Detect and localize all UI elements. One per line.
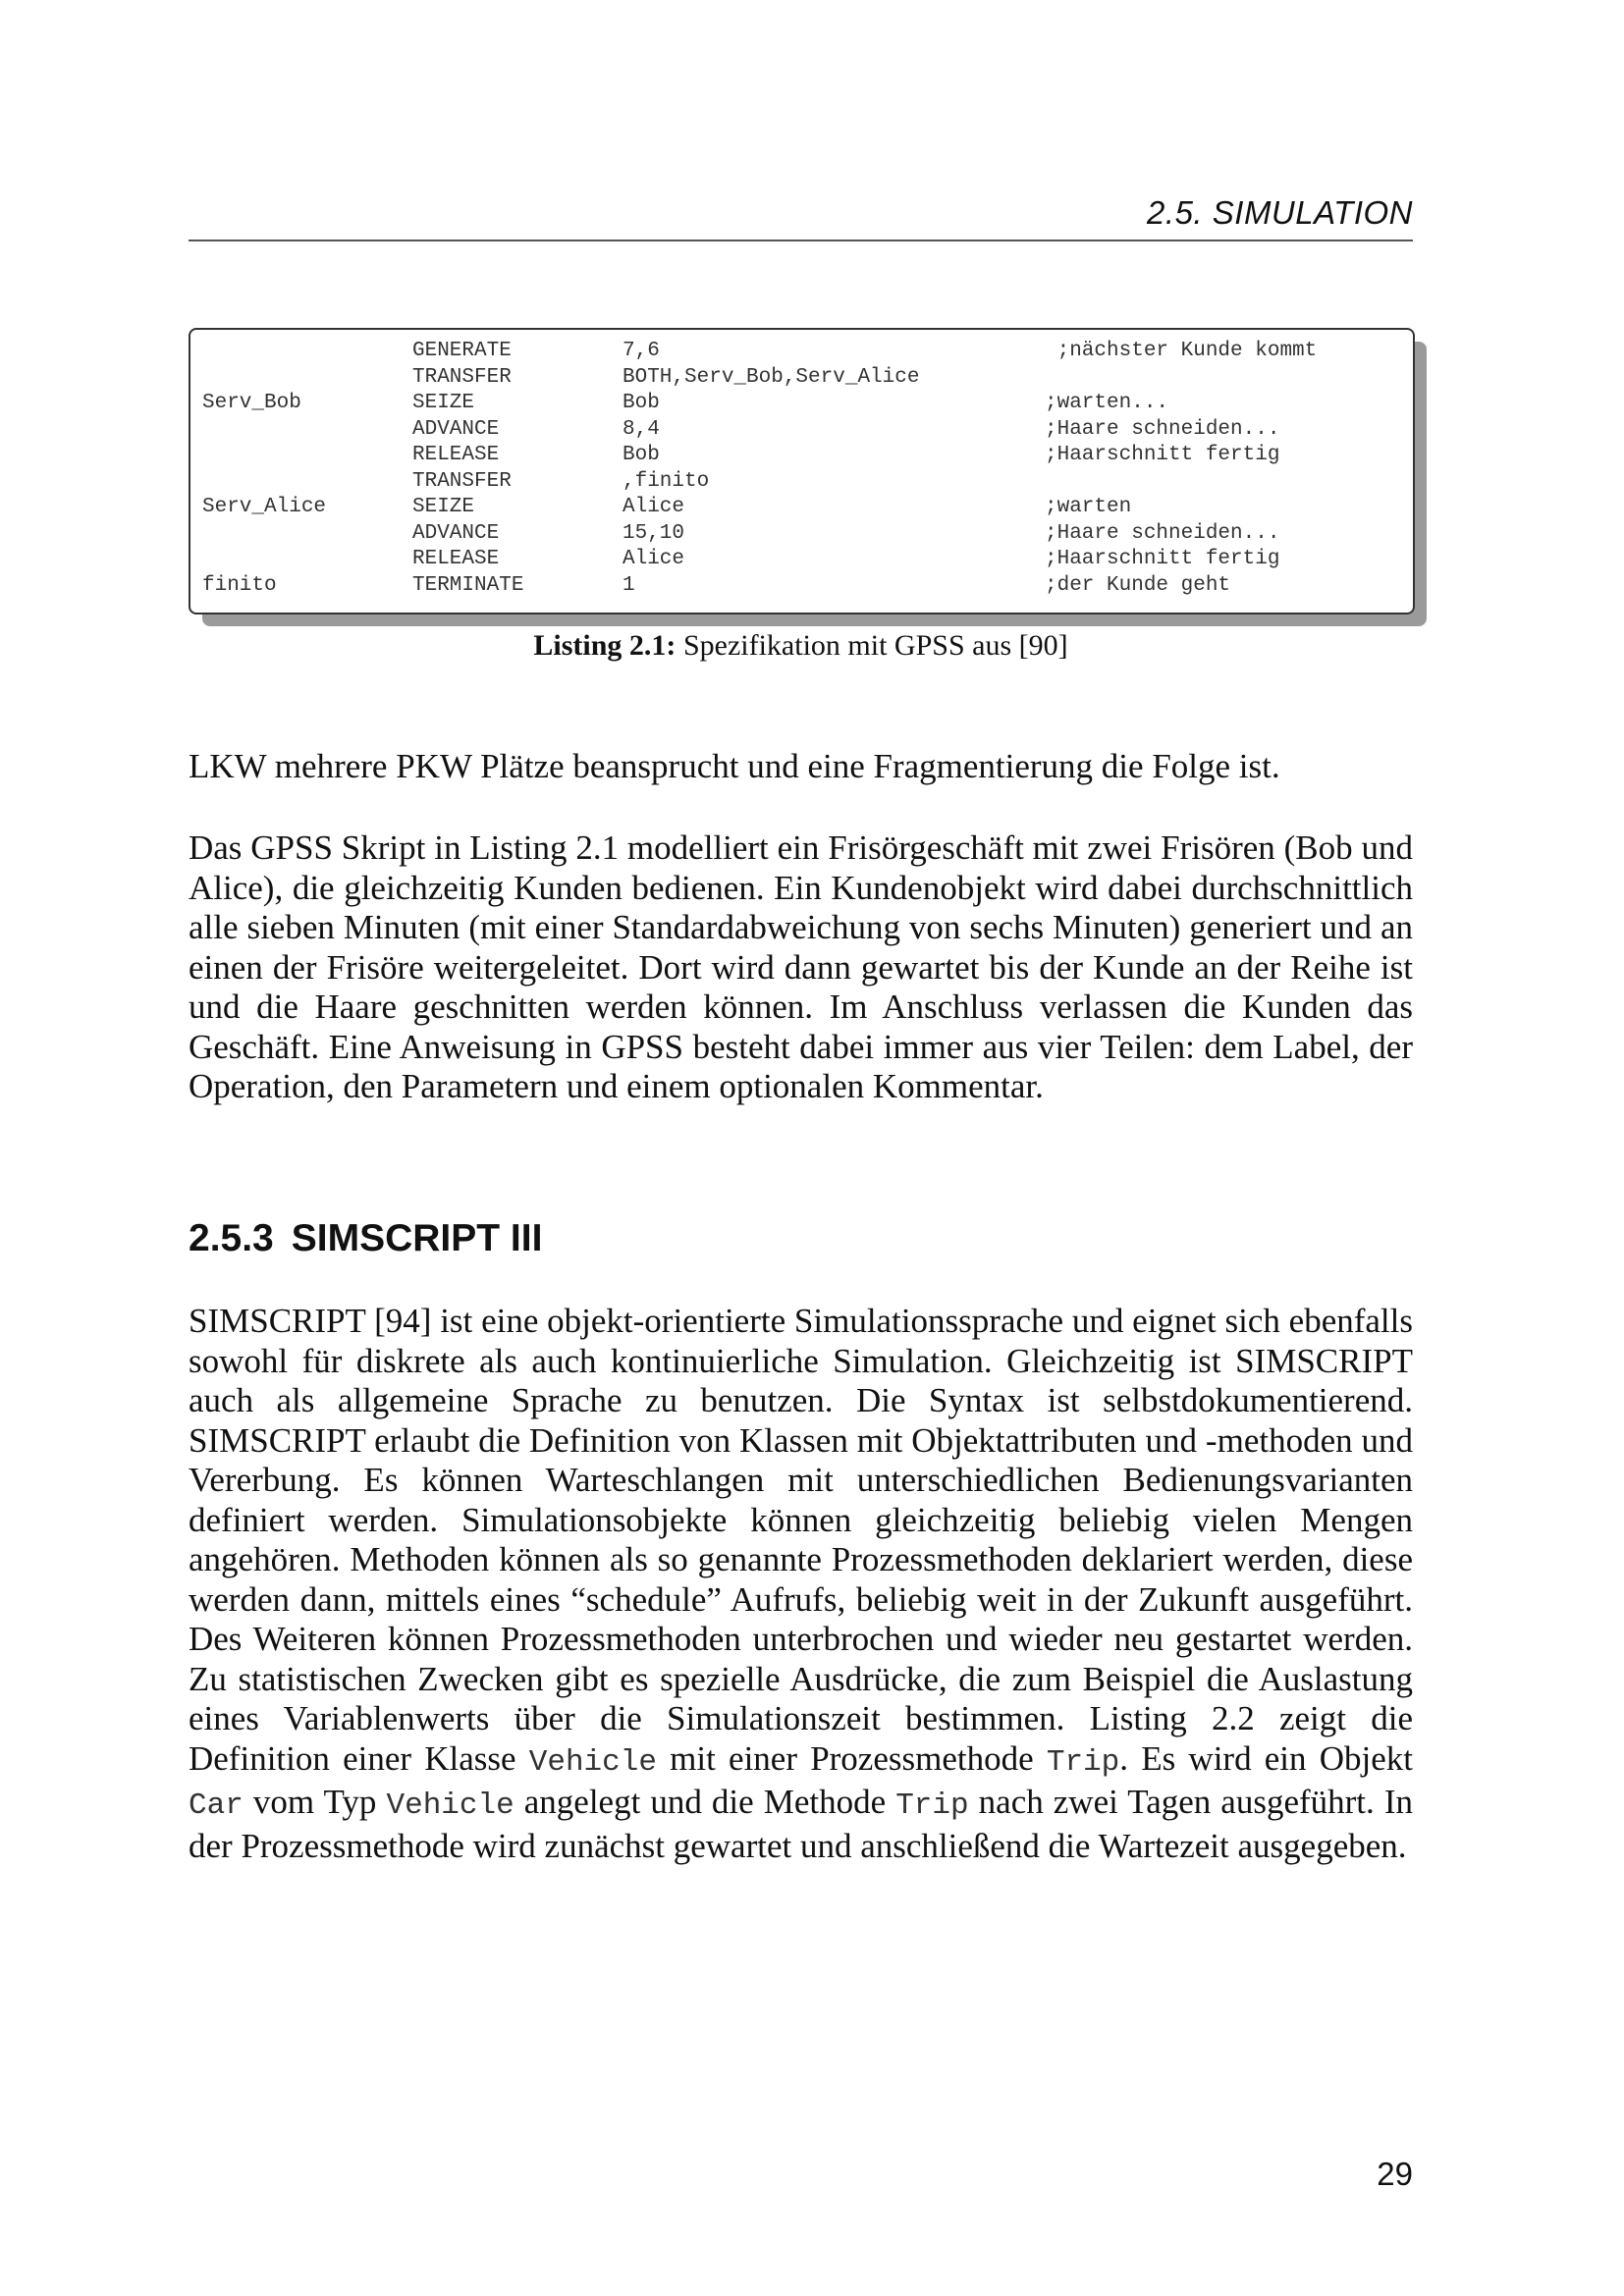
- inline-code: Car: [189, 1789, 244, 1823]
- code-operation: RELEASE: [412, 548, 500, 570]
- code-line: [202, 468, 1400, 495]
- code-parameters: BOTH,Serv_Bob,Serv_Alice: [623, 366, 920, 389]
- paragraph: LKW mehrere PKW Plätze beansprucht und eine Fragmentierung die Folge ist.: [189, 747, 1280, 785]
- code-operation: SEIZE: [412, 392, 475, 414]
- code-operation: RELEASE: [412, 444, 500, 466]
- code-line: [202, 390, 1400, 416]
- code-line: [202, 572, 1400, 599]
- code-line: [202, 546, 1400, 572]
- paragraph-text: nach zwei Tagen ausgeführt. In der Prozessmethode wird zunächst gewartet und anschließend die Wartezeit ausgegeben.: [189, 1783, 1413, 1865]
- code-comment: ;nächster Kunde kommt: [1045, 340, 1318, 362]
- paragraph: [189, 1302, 1413, 1866]
- code-label: Serv_Bob: [202, 392, 301, 414]
- code-parameters: ,finito: [623, 470, 710, 493]
- inline-code: Trip: [895, 1789, 969, 1823]
- code-operation: TRANSFER: [412, 470, 512, 493]
- section-title: SIMSCRIPT III: [291, 1217, 543, 1259]
- page-number: 29: [1377, 2156, 1413, 2192]
- listing-caption: [189, 629, 1413, 663]
- code-comment: ;Haare schneiden...: [1045, 522, 1280, 545]
- paragraph-text: vom Typ: [243, 1783, 387, 1821]
- code-parameters: 15,10: [623, 522, 685, 545]
- header-rule: [189, 240, 1413, 241]
- code-comment: ;Haare schneiden...: [1045, 418, 1280, 441]
- code-line: [202, 520, 1400, 547]
- running-head: 2.5. SIMULATION: [1147, 194, 1413, 231]
- code-comment: ;warten...: [1045, 392, 1169, 414]
- section-number: 2.5.3: [189, 1217, 274, 1259]
- code-line: [202, 364, 1400, 391]
- inline-code: Vehicle: [528, 1744, 657, 1780]
- code-label: finito: [202, 574, 277, 597]
- section-heading: [189, 1217, 542, 1260]
- code-operation: TERMINATE: [412, 574, 524, 597]
- code-label: Serv_Alice: [202, 496, 327, 518]
- code-line: [202, 494, 1400, 520]
- code-comment: ;warten: [1045, 496, 1132, 518]
- code-operation: ADVANCE: [412, 418, 500, 441]
- code-line: [202, 442, 1400, 468]
- paragraph: Das GPSS Skript in Listing 2.1 modelliert ein Frisörgeschäft mit zwei Frisören (Bob und Alice), die gleichzeitig Kunden bedienen. Ein Kundenobjekt wird dabei durchschnittlich alle sieben Minuten (mit einer Standardabweichung von sechs Minuten) generiert und an einen der Frisöre weitergeleitet. Dort wird dann gewartet bis der Kunde an der Reihe ist und die Haare geschnitten werden können. Im Anschluss verlassen die Kunden das Geschäft. Eine Anweisung in GPSS besteht dabei immer aus vier Teilen: dem Label, der Operation, den Parametern und einem optionalen Kommentar.: [189, 828, 1413, 1105]
- caption-label: Listing 2.1:: [533, 629, 677, 662]
- paragraph-text: . Es wird ein Objekt: [1119, 1738, 1413, 1778]
- code-operation: TRANSFER: [412, 366, 512, 389]
- code-comment: ;Haarschnitt fertig: [1045, 548, 1280, 570]
- code-parameters: 7,6: [623, 340, 660, 362]
- code-listing: [189, 328, 1415, 614]
- code-operation: SEIZE: [412, 496, 475, 518]
- code-parameters: Alice: [623, 548, 685, 570]
- caption-text: Spezifikation mit GPSS aus [90]: [676, 629, 1068, 662]
- paragraph-text: mit einer Prozessmethode: [656, 1738, 1047, 1778]
- code-parameters: Alice: [623, 496, 685, 518]
- code-line: [202, 338, 1400, 364]
- code-parameters: 1: [623, 574, 635, 597]
- paragraph-text: SIMSCRIPT [94] ist eine objekt-orientierte Simulationssprache und eignet sich ebenfalls sowohl für diskrete als auch kontinuierliche Simulation. Gleichzeitig ist SIMSCRIPT auch als allgemeine Sprache zu benutzen. Die Syntax ist selbstdokumentierend. SIMSCRIPT erlaubt die Definition von Klassen mit Objektattributen und -methoden und Vererbung. Es können Warteschlangen mit unterschiedlichen Bedienungsvarianten definiert werden. Simulationsobjekte können gleichzeitig beliebig vielen Mengen angehören. Methoden können als so genannte Prozessmethoden deklariert werden, diese werden dann, mittels eines “schedule” Aufrufs, beliebig weit in der Zukunft ausgeführt. Des Weiteren können Prozessmethoden unterbrochen und wieder neu gestartet werden. Zu statistischen Zwecken gibt es spezielle Ausdrücke, die zum Beispiel die Auslastung eines Variablenwerts über die Simulationszeit bestimmen. Listing 2.2 zeigt die Definition einer Klasse: [189, 1302, 1413, 1778]
- inline-code: Trip: [1046, 1744, 1120, 1780]
- code-parameters: Bob: [623, 392, 660, 414]
- code-operation: GENERATE: [412, 340, 512, 362]
- paragraph-text: angelegt und die Methode: [514, 1783, 896, 1821]
- code-line: [202, 416, 1400, 443]
- code-operation: ADVANCE: [412, 522, 500, 545]
- code-parameters: Bob: [623, 444, 660, 466]
- code-comment: ;Haarschnitt fertig: [1045, 444, 1280, 466]
- code-parameters: 8,4: [623, 418, 660, 441]
- inline-code: Vehicle: [386, 1789, 514, 1823]
- code-comment: ;der Kunde geht: [1045, 574, 1231, 597]
